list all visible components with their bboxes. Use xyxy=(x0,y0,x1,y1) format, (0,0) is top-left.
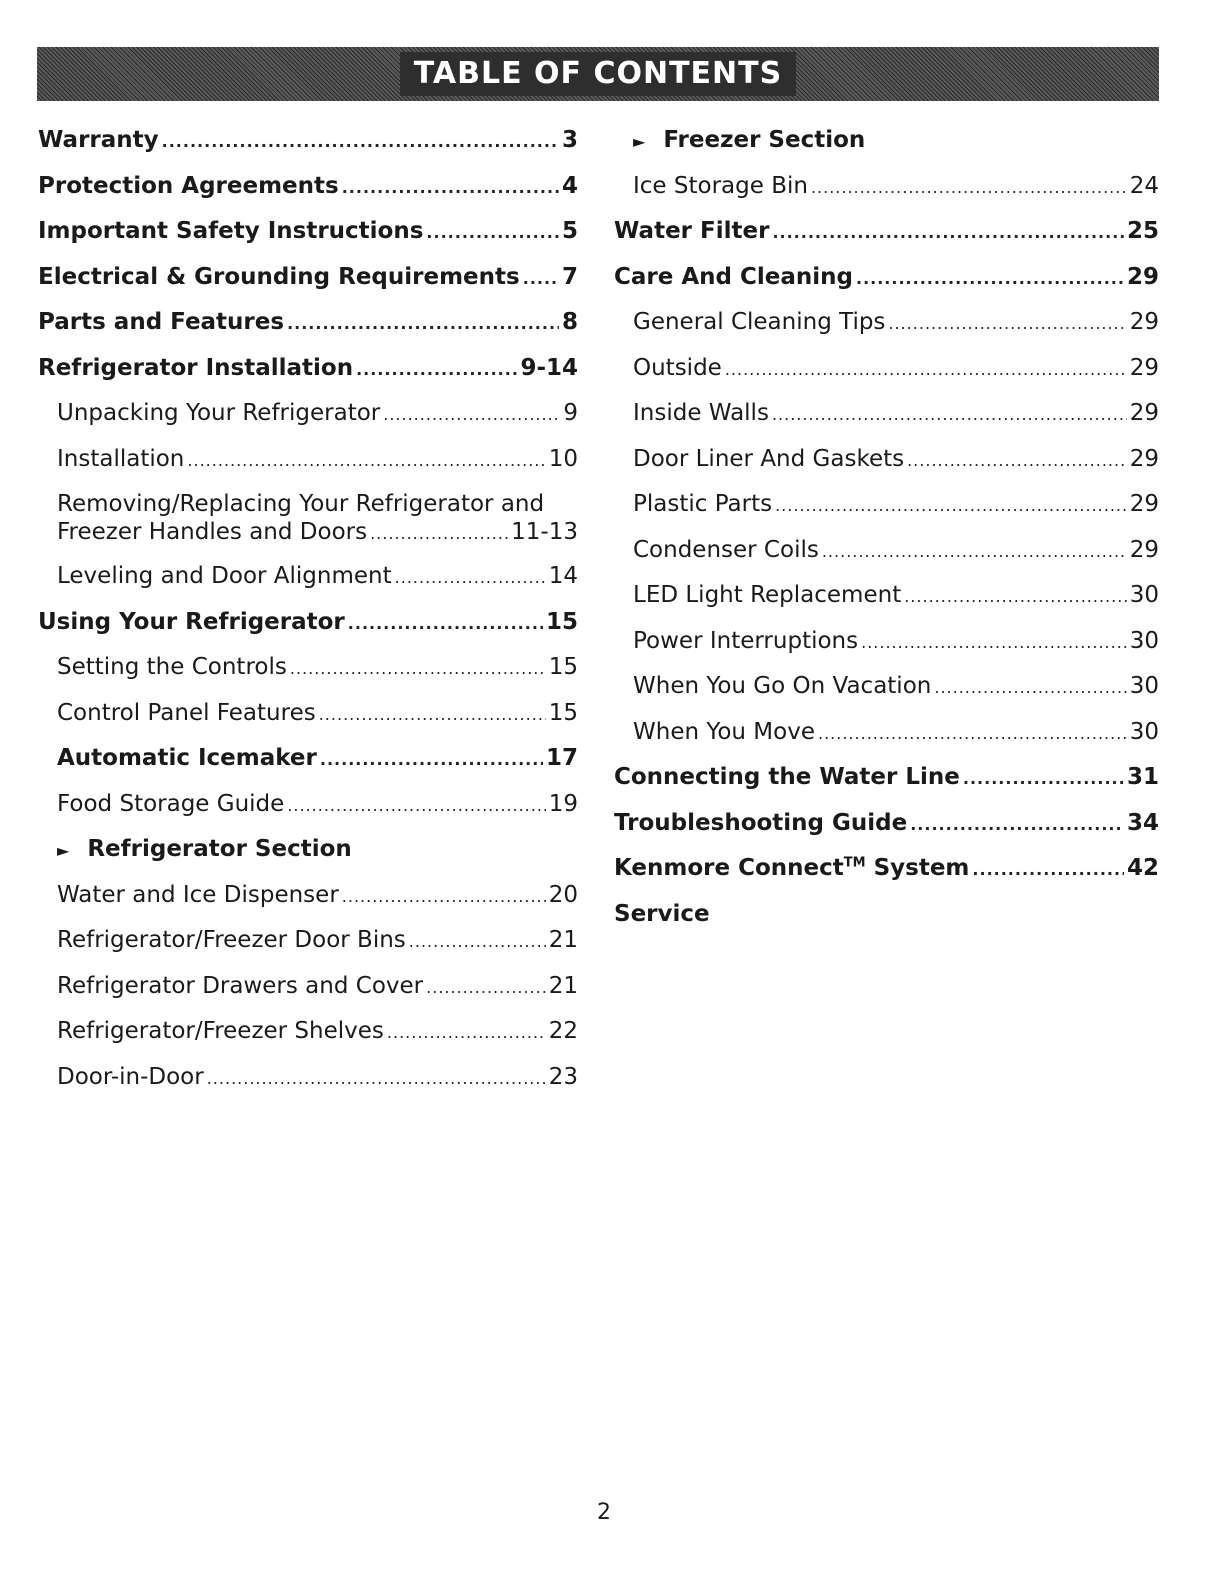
toc-entry-safety[interactable] xyxy=(38,218,578,264)
toc-entry-label-line1: Removing/Replacing Your Refrigerator and xyxy=(57,491,545,517)
dot-leader xyxy=(387,1023,546,1042)
toc-entry-label: Protection Agreements xyxy=(38,172,339,199)
dot-leader xyxy=(910,815,1124,834)
toc-page-number: 23 xyxy=(548,1063,578,1090)
toc-page-number: 4 xyxy=(561,172,578,199)
dot-leader xyxy=(370,524,508,543)
toc-entry-label: When You Go On Vacation xyxy=(633,673,932,699)
toc-page-number: 15 xyxy=(548,699,578,726)
toc-entry-power[interactable] xyxy=(614,628,1159,674)
toc-section-label: Freezer Section xyxy=(663,127,866,153)
dot-leader xyxy=(320,750,543,769)
toc-entry-label: Outside xyxy=(633,354,722,381)
toc-entry-move[interactable] xyxy=(614,719,1159,765)
toc-page-number: 29 xyxy=(1126,263,1159,290)
toc-entry-unpacking[interactable] xyxy=(38,400,578,446)
toc-page-number: 30 xyxy=(1129,627,1159,654)
toc-entry-label: Leveling and Door Alignment xyxy=(57,563,392,589)
toc-page-number: 19 xyxy=(548,790,578,817)
toc-page-number: 7 xyxy=(561,263,578,290)
toc-entry-installation-head[interactable] xyxy=(38,355,578,401)
toc-entry-controls[interactable] xyxy=(38,654,578,700)
dot-leader xyxy=(290,659,546,678)
dot-leader xyxy=(818,724,1127,743)
toc-entry-label: Ice Storage Bin xyxy=(633,172,808,199)
dot-leader xyxy=(348,614,543,633)
toc-right-column xyxy=(614,127,1159,946)
toc-entry-panel[interactable] xyxy=(38,700,578,746)
toc-entry-label: When You Move xyxy=(633,718,815,745)
toc-entry-label: Service xyxy=(614,900,710,927)
toc-entry-removing[interactable] xyxy=(38,491,578,563)
toc-page-number: 30 xyxy=(1129,582,1159,608)
toc-page-number: 34 xyxy=(1126,809,1159,836)
toc-page-number: 20 xyxy=(548,881,578,908)
toc-page-number: 42 xyxy=(1126,855,1159,881)
toc-entry-general[interactable] xyxy=(614,309,1159,355)
dot-leader xyxy=(811,178,1127,197)
toc-entry-label: Refrigerator Installation xyxy=(38,354,354,381)
toc-entry-label-main: Kenmore Connect xyxy=(614,855,844,881)
dot-leader xyxy=(395,568,546,587)
toc-entry-label: Troubleshooting Guide xyxy=(614,809,908,836)
toc-page-number: 25 xyxy=(1126,218,1159,244)
toc-entry-dispenser[interactable] xyxy=(38,882,578,928)
toc-page-number: 15 xyxy=(548,654,578,680)
toc-page-number: 30 xyxy=(1129,673,1159,699)
toc-entry-care[interactable] xyxy=(614,264,1159,310)
toc-entry-label: Connecting the Water Line xyxy=(614,764,960,790)
toc-entry-label: Using Your Refrigerator xyxy=(38,608,345,635)
toc-entry-parts[interactable] xyxy=(38,309,578,355)
dot-leader xyxy=(342,178,559,197)
toc-entry-electrical[interactable] xyxy=(38,264,578,310)
toc-page-number: 8 xyxy=(561,309,578,335)
triangle-right-icon: ► xyxy=(633,132,646,151)
toc-banner xyxy=(37,47,1159,101)
toc-entry-service[interactable] xyxy=(614,901,1159,947)
toc-entry-label: Refrigerator/Freezer Door Bins xyxy=(57,927,406,953)
toc-entry-door-in-door[interactable] xyxy=(38,1064,578,1110)
toc-entry-kenmore-connect[interactable] xyxy=(614,855,1159,901)
toc-entry-label: Plastic Parts xyxy=(633,491,773,517)
dot-leader xyxy=(523,269,559,288)
dot-leader xyxy=(904,587,1127,606)
toc-page-number: 29 xyxy=(1129,445,1159,472)
toc-page-number: 9 xyxy=(563,400,578,426)
toc-left-column xyxy=(38,127,578,1109)
toc-entry-label: Power Interruptions xyxy=(633,627,859,654)
page-title: TABLE OF CONTENTS xyxy=(400,52,796,96)
toc-entry-label: General Cleaning Tips xyxy=(633,309,886,335)
toc-page-number: 21 xyxy=(548,927,578,953)
dot-leader xyxy=(856,269,1124,288)
toc-page-number: 29 xyxy=(1129,354,1159,381)
toc-entry-label: Electrical & Grounding Requirements xyxy=(38,263,520,290)
toc-entry-label: Condenser Coils xyxy=(633,536,819,563)
toc-page-number: 14 xyxy=(548,563,578,589)
dot-leader xyxy=(775,496,1127,515)
toc-entry-label: LED Light Replacement xyxy=(633,582,902,608)
toc-entry-plastic[interactable] xyxy=(614,491,1159,537)
toc-entry-drawers[interactable] xyxy=(38,973,578,1019)
dot-leader xyxy=(162,132,559,151)
dot-leader xyxy=(287,314,559,333)
dot-leader xyxy=(426,978,546,997)
dot-leader xyxy=(972,860,1124,879)
toc-page-number: 22 xyxy=(548,1018,578,1044)
toc-entry-leveling[interactable] xyxy=(38,563,578,609)
toc-entry-shelves[interactable] xyxy=(38,1018,578,1064)
toc-entry-using[interactable] xyxy=(38,609,578,655)
toc-entry-liner[interactable] xyxy=(614,446,1159,492)
toc-entry-label: Installation xyxy=(57,445,185,472)
dot-leader xyxy=(772,223,1124,242)
toc-entry-outside[interactable] xyxy=(614,355,1159,401)
toc-entry-water-filter[interactable] xyxy=(614,218,1159,264)
trademark-mark: TM xyxy=(843,855,866,871)
toc-page-number: 15 xyxy=(545,608,578,635)
toc-entry-label: Automatic Icemaker xyxy=(57,745,317,771)
dot-leader xyxy=(888,314,1126,333)
toc-page-number: 17 xyxy=(545,745,578,771)
toc-section-freezer[interactable] xyxy=(614,127,1159,173)
toc-page-number: 29 xyxy=(1129,491,1159,517)
toc-entry-label: Important Safety Instructions xyxy=(38,218,424,244)
dot-leader xyxy=(861,633,1127,652)
dot-leader xyxy=(822,542,1127,561)
toc-entry-label: Setting the Controls xyxy=(57,654,287,680)
toc-entry-label: Freezer Handles and Doors xyxy=(57,519,368,545)
page-number: 2 xyxy=(597,1500,611,1525)
toc-entry-ice-bin[interactable] xyxy=(614,173,1159,219)
toc-entry-food[interactable] xyxy=(38,791,578,837)
toc-entry-label: Warranty xyxy=(38,127,159,153)
toc-entry-protection[interactable] xyxy=(38,173,578,219)
toc-entry-label-suffix: System xyxy=(865,855,970,881)
toc-entry-label: Water and Ice Dispenser xyxy=(57,881,339,908)
toc-entry-label: Food Storage Guide xyxy=(57,790,285,817)
toc-entry-icemaker[interactable] xyxy=(38,745,578,791)
toc-page-number: 29 xyxy=(1129,309,1159,335)
toc-section-refrigerator[interactable] xyxy=(38,836,578,882)
dot-leader xyxy=(907,451,1127,470)
toc-page-number: 10 xyxy=(548,445,578,472)
toc-entry-label: Inside Walls xyxy=(633,400,769,426)
toc-entry-label: Door-in-Door xyxy=(57,1063,204,1090)
dot-leader xyxy=(207,1069,546,1088)
toc-page-number: 30 xyxy=(1129,718,1159,745)
toc-entry-led[interactable] xyxy=(614,582,1159,628)
toc-entry-troubleshooting[interactable] xyxy=(614,810,1159,856)
toc-section-label: Refrigerator Section xyxy=(87,836,352,862)
toc-entry-coils[interactable] xyxy=(614,537,1159,583)
dot-leader xyxy=(426,223,559,242)
triangle-right-icon: ► xyxy=(57,841,70,860)
toc-entry-label xyxy=(614,855,969,881)
toc-entry-inside[interactable] xyxy=(614,400,1159,446)
toc-entry-label: Door Liner And Gaskets xyxy=(633,445,905,472)
dot-leader xyxy=(772,405,1127,424)
toc-page-number: 11-13 xyxy=(511,519,578,545)
toc-entry-bins[interactable] xyxy=(38,927,578,973)
toc-entry-warranty[interactable] xyxy=(38,127,578,173)
dot-leader xyxy=(319,705,546,724)
toc-entry-label: Unpacking Your Refrigerator xyxy=(57,400,381,426)
toc-page-number: 29 xyxy=(1129,400,1159,426)
dot-leader xyxy=(409,932,546,951)
dot-leader xyxy=(287,796,545,815)
toc-page-number: 31 xyxy=(1126,764,1159,790)
toc-entry-label: Care And Cleaning xyxy=(614,263,853,290)
toc-entry-label: Water Filter xyxy=(614,218,770,244)
dot-leader xyxy=(356,360,517,379)
toc-entry-vacation[interactable] xyxy=(614,673,1159,719)
dot-leader xyxy=(725,360,1127,379)
toc-entry-label: Refrigerator Drawers and Cover xyxy=(57,972,424,999)
toc-entry-water-line[interactable] xyxy=(614,764,1159,810)
toc-entry-installation[interactable] xyxy=(38,446,578,492)
toc-page-number: 9-14 xyxy=(520,354,578,381)
toc-entry-label: Control Panel Features xyxy=(57,699,316,726)
dot-leader xyxy=(383,405,560,424)
toc-page-number: 3 xyxy=(561,127,578,153)
toc-page-number: 24 xyxy=(1129,172,1159,199)
dot-leader xyxy=(963,769,1124,788)
toc-page-number: 29 xyxy=(1129,536,1159,563)
dot-leader xyxy=(187,451,545,470)
toc-entry-label: Parts and Features xyxy=(38,309,285,335)
toc-page-number: 21 xyxy=(548,972,578,999)
dot-leader xyxy=(342,887,546,906)
dot-leader xyxy=(934,678,1126,697)
toc-entry-label: Refrigerator/Freezer Shelves xyxy=(57,1018,384,1044)
toc-page-number: 5 xyxy=(561,218,578,244)
